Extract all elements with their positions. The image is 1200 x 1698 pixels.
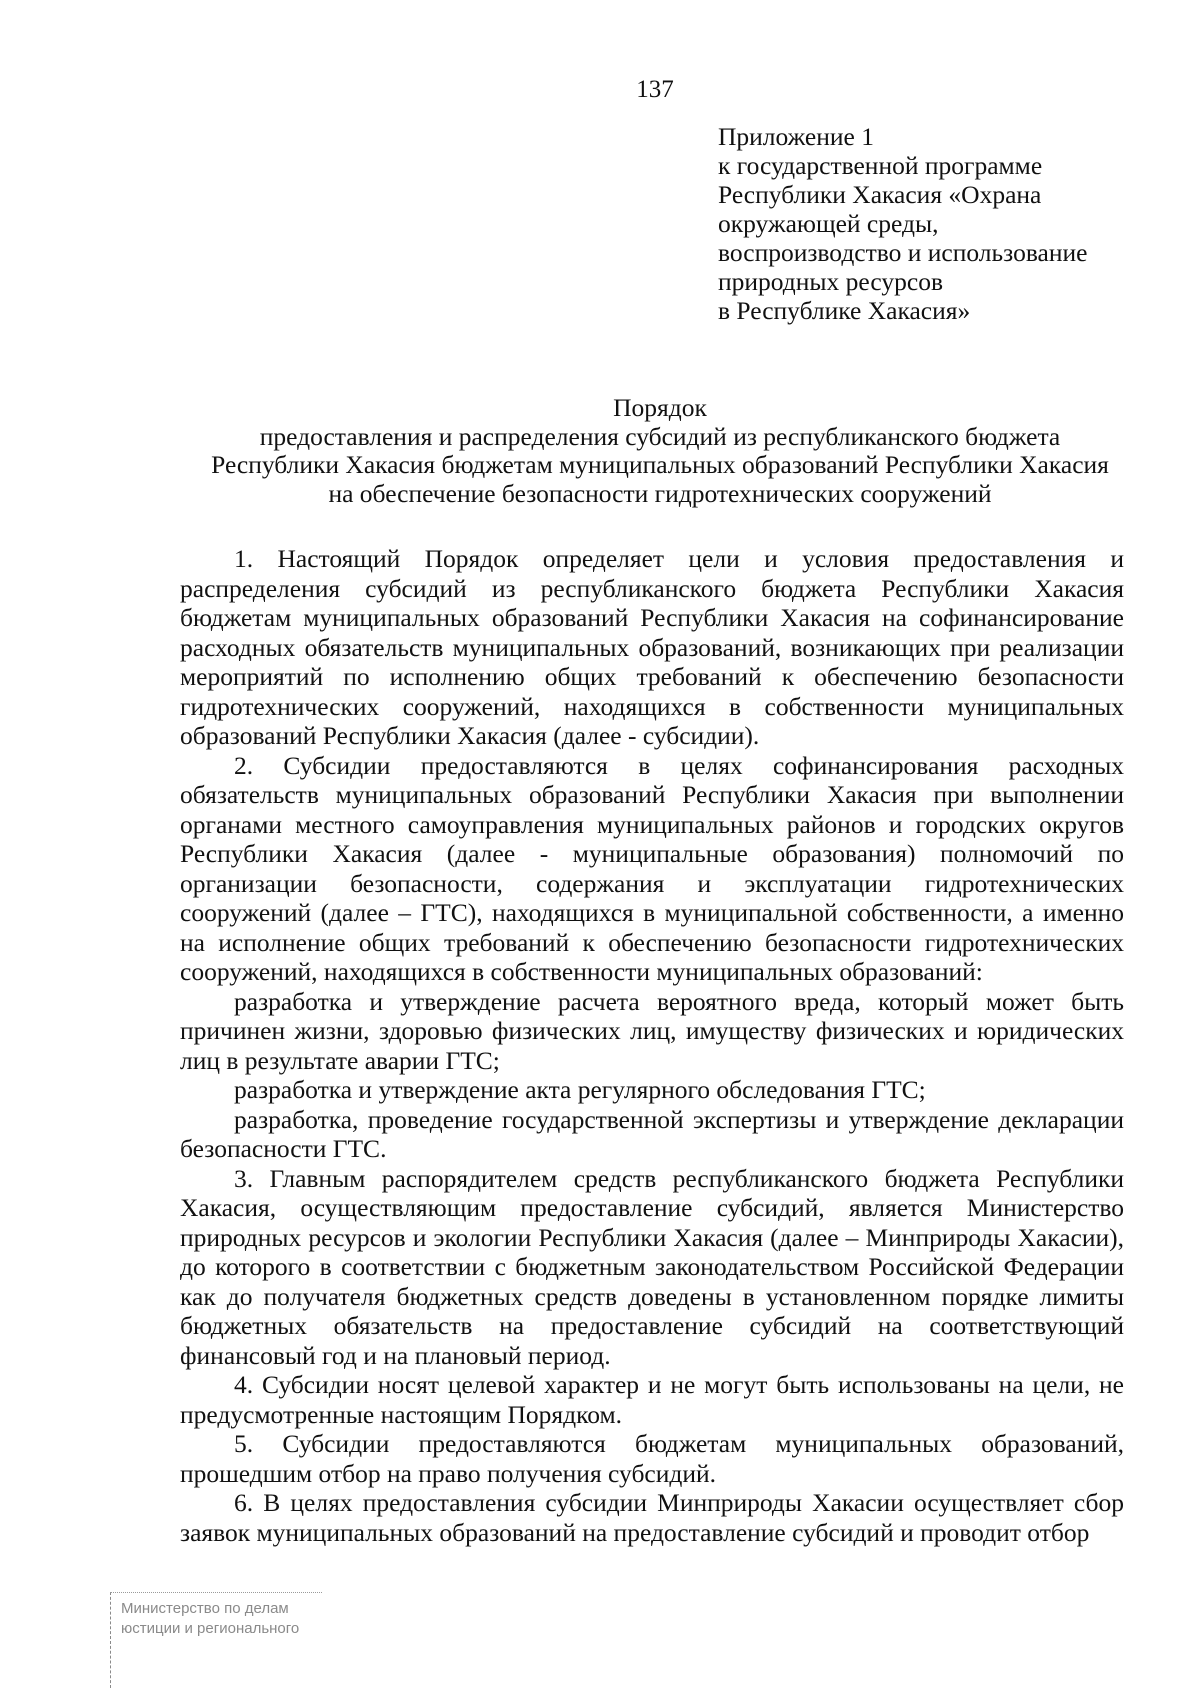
document-body: [180, 544, 1124, 1547]
stamp-line: Министерство по делам: [121, 1600, 289, 1617]
title-line: на обеспечение безопасности гидротехнических сооружений: [328, 478, 992, 508]
list-item: разработка, проведение государственной экспертизы и утверждение декларации безопасности ГТС.: [180, 1104, 1124, 1163]
appendix-line: к государственной программе: [718, 151, 1043, 180]
appendix-caption: [718, 122, 1087, 325]
registration-stamp: [110, 1592, 322, 1688]
appendix-line: Республики Хакасия «Охрана: [718, 180, 1042, 209]
stamp-line: юстиции и регионального: [121, 1620, 300, 1637]
paragraph-4: 4. Субсидии носят целевой характер и не могут быть использованы на цели, не предусмотренные настоящим Порядком.: [180, 1370, 1124, 1429]
paragraph-6: 6. В целях предоставления субсидии Минприроды Хакасии осуществляет сбор заявок муниципальных образований на предоставление субсидий и проводит отбор: [180, 1488, 1124, 1547]
paragraph-3: 3. Главным распорядителем средств республиканского бюджета Республики Хакасия, осуществляющим предоставление субсидий, является Министерство природных ресурсов и экологии Республики Хакасия (далее – Минприроды Хакасии), до которого в соответствии с бюджетным законодательством Российской Федерации как до получателя бюджетных средств доведены в установленном порядке лимиты бюджетных обязательств на предоставление субсидий на соответствующий финансовый год и на плановый период.: [180, 1163, 1124, 1370]
paragraph-5: 5. Субсидии предоставляются бюджетам муниципальных образований, прошедшим отбор на право получения субсидий.: [180, 1429, 1124, 1488]
list-item: разработка и утверждение расчета вероятного вреда, который может быть причинен жизни, здоровью физических лиц, имуществу физических и юридических лиц в результате аварии ГТС;: [180, 986, 1124, 1075]
list-item: разработка и утверждение акта регулярного обследования ГТС;: [234, 1075, 926, 1104]
title-line: предоставления и распределения субсидий из республиканского бюджета: [259, 421, 1061, 451]
title-line: Республики Хакасия бюджетам муниципальных образований Республики Хакасия: [211, 450, 1109, 479]
appendix-line: природных ресурсов: [718, 267, 943, 296]
appendix-line: Приложение 1: [718, 122, 874, 151]
document-title: [160, 394, 1160, 508]
appendix-line: воспроизводство и использование: [718, 238, 1088, 267]
paragraph-1: 1. Настоящий Порядок определяет цели и условия предоставления и распределения субсидий из республиканского бюджета Республики Хакасия бюджетам муниципальных образований Республики Хакасия на софинансирование расходных обязательств муниципальных образований, возникающих при реализации мероприятий по исполнению общих требований к обеспечению безопасности гидротехнических сооружений, находящихся в собственности муниципальных образований Республики Хакасия (далее - субсидии).: [180, 544, 1124, 750]
paragraph-2: 2. Субсидии предоставляются в целях софинансирования расходных обязательств муниципальных образований Республики Хакасия при выполнении органами местного самоуправления муниципальных районов и городских округов Республики Хакасия (далее - муниципальные образования) полномочий по организации безопасности, содержания и эксплуатации гидротехнических сооружений (далее – ГТС), находящихся в муниципальной собственности, а именно на исполнение общих требований к обеспечению безопасности гидротехнических сооружений, находящихся в собственности муниципальных образований:: [180, 750, 1124, 986]
appendix-line: в Республике Хакасия»: [718, 296, 971, 325]
title-heading: Порядок: [613, 393, 707, 422]
page-number: 137: [636, 76, 674, 103]
appendix-line: окружающей среды,: [718, 209, 939, 238]
